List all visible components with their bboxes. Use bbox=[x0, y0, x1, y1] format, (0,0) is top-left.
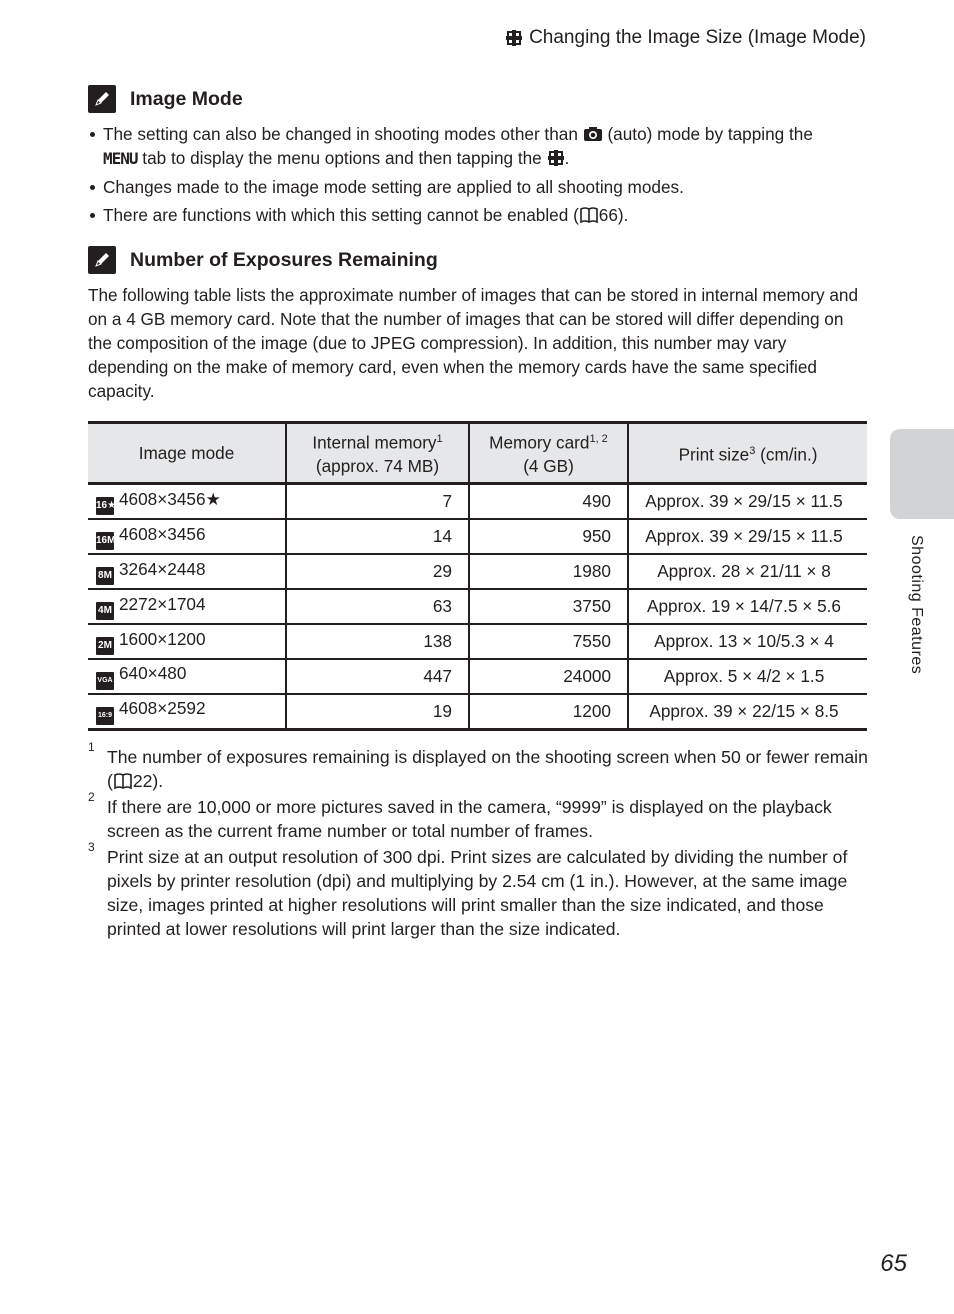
table-row: 8M 3264×2448 29 1980 Approx. 28 × 21/11 × 8 bbox=[88, 554, 867, 589]
section-title: Number of Exposures Remaining bbox=[130, 248, 438, 271]
image-mode-icon: 16M bbox=[96, 532, 114, 550]
table-row: 16:9 4608×2592 19 1200 Approx. 39 × 22/15 × 8.5 bbox=[88, 694, 867, 730]
list-item: Changes made to the image mode setting are applied to all shooting modes. bbox=[88, 175, 868, 199]
chapter-label: Shooting Features bbox=[908, 535, 925, 675]
table-row: 16★ 4608×3456★ 7 490 Approx. 39 × 29/15 × 11.5 bbox=[88, 484, 867, 520]
table-row: 4M 2272×1704 63 3750 Approx. 19 × 14/7.5 × 5.6 bbox=[88, 589, 867, 624]
image-mode-icon: VGA bbox=[96, 672, 114, 690]
exposures-paragraph: The following table lists the approximate number of images that can be stored in internal memory and on a 4 GB memory card. Note that the number of images that can be stored will differ depending on the composition of the image (due to JPEG compression). In addition, this number may vary depending on the make of memory card, even when the memory cards have the same specified capacity. bbox=[88, 285, 859, 401]
footnote: 1 The number of exposures remaining is displayed on the shooting screen when 50 or fewer remain ( 22). bbox=[88, 740, 868, 791]
table-row: VGA 640×480 447 24000 Approx. 5 × 4/2 × 1.5 bbox=[88, 659, 867, 694]
footnote: 2 If there are 10,000 or more pictures saved in the camera, “9999” is displayed on the playback screen as the current frame number or total number of frames. bbox=[88, 790, 832, 841]
image-mode-bullets bbox=[88, 122, 868, 231]
list-item: The setting can also be changed in shooting modes other than (auto) mode by tapping the MENU tab to display the menu options and then tapping the . bbox=[88, 122, 868, 171]
reference-book-icon bbox=[579, 206, 599, 224]
col-header-memory-card: Memory card$^{1, 2}$ (4 GB) bbox=[469, 423, 628, 484]
section-title: Image Mode bbox=[130, 87, 243, 110]
running-header bbox=[505, 27, 866, 49]
image-mode-icon: 4M bbox=[96, 602, 114, 620]
image-mode-icon: 16★ bbox=[96, 497, 114, 515]
note-pencil-icon bbox=[88, 246, 116, 274]
chapter-thumb-tab bbox=[890, 429, 954, 519]
image-mode-icon: 8M bbox=[96, 567, 114, 585]
camera-auto-icon bbox=[583, 124, 603, 140]
page-number: 65 bbox=[880, 1250, 907, 1277]
image-mode-heading bbox=[88, 85, 243, 113]
footnotes bbox=[88, 740, 868, 943]
image-mode-icon: 16:9 bbox=[96, 707, 114, 725]
col-header-image-mode: Image mode bbox=[88, 423, 286, 484]
col-header-internal-memory: Internal memory$^1$ (approx. 74 MB) bbox=[286, 423, 469, 484]
table-row: 2M 1600×1200 138 7550 Approx. 13 × 10/5.3 × 4 bbox=[88, 624, 867, 659]
shooting-menu-icon bbox=[547, 149, 565, 167]
footnote: 3 Print size at an output resolution of 300 dpi. Print sizes are calculated by dividing the number of pixels by printer resolution (dpi) and multiplying by 2.54 cm (1 in.). However, at the same image size, images printed at higher resolutions will print smaller than the size indicated, and those printed at lower resolutions will print larger than the size indicated. bbox=[88, 840, 848, 939]
note-pencil-icon bbox=[88, 85, 116, 113]
image-mode-icon: 2M bbox=[96, 637, 114, 655]
table-header-row bbox=[88, 423, 867, 484]
col-header-print-size: Print size$^3$ (cm/in.) bbox=[628, 423, 867, 484]
reference-book-icon bbox=[113, 772, 133, 790]
list-item: There are functions with which this setting cannot be enabled ( 66). bbox=[88, 203, 868, 227]
exposures-table bbox=[88, 421, 867, 731]
menu-tab-label: MENU bbox=[103, 149, 138, 168]
table-row: 16M 4608×3456 14 950 Approx. 39 × 29/15 × 11.5 bbox=[88, 519, 867, 554]
shooting-menu-icon bbox=[505, 29, 523, 47]
exposures-heading bbox=[88, 246, 438, 274]
header-title: Changing the Image Size (Image Mode) bbox=[529, 27, 866, 48]
